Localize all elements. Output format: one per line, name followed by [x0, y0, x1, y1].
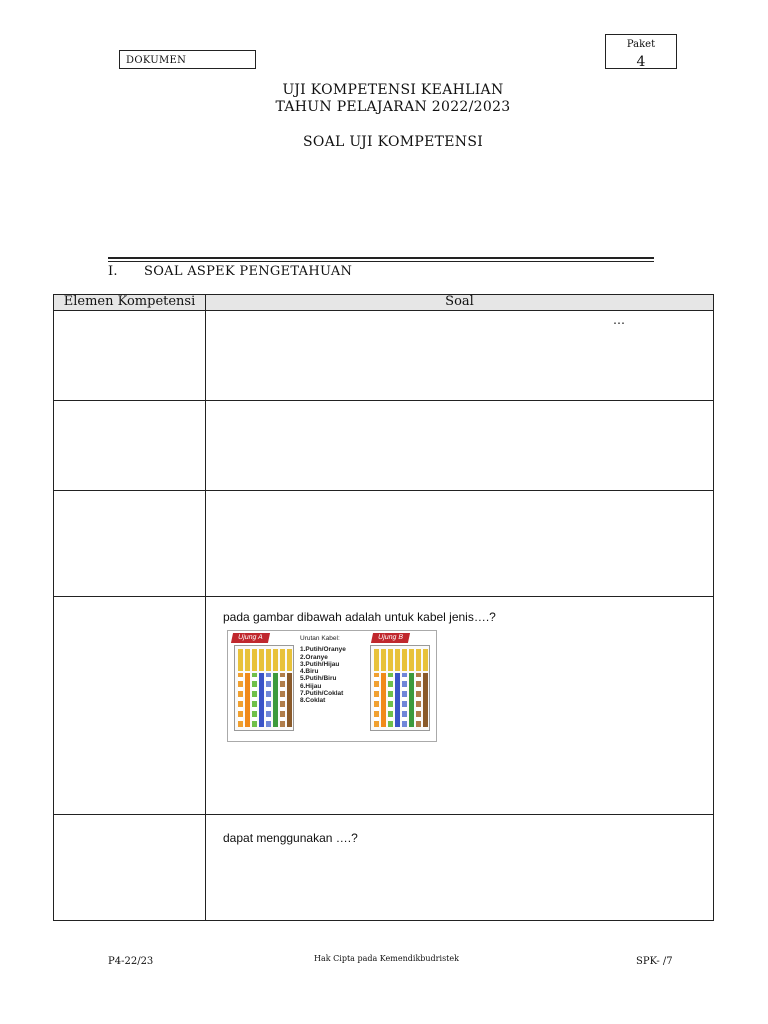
- pin-contact: [238, 649, 243, 671]
- wire-stripe: [252, 677, 257, 681]
- wire-stripe: [252, 717, 257, 721]
- wire-strand: [423, 673, 428, 727]
- legend-title: Urutan Kabel:: [300, 635, 340, 642]
- wire-strand: [409, 673, 414, 727]
- pin-contact: [245, 649, 250, 671]
- wire-stripe: [238, 697, 243, 701]
- wire-stripe: [280, 717, 285, 721]
- wire-stripe: [280, 697, 285, 701]
- wire-stripe: [238, 707, 243, 711]
- question-table: [53, 294, 714, 921]
- column-header-soal: Soal: [206, 295, 714, 311]
- legend-item: 4.Biru: [300, 668, 319, 676]
- wire-stripe: [388, 677, 393, 681]
- section-number: I.: [108, 264, 118, 279]
- section-title: SOAL ASPEK PENGETAHUAN: [144, 264, 353, 279]
- table-row: [54, 491, 714, 597]
- tag-ujung-a: Ujung A: [231, 633, 270, 643]
- soal-cell: [206, 491, 714, 597]
- wire-stripe: [266, 717, 271, 721]
- section-heading: [108, 264, 352, 279]
- connector-a-wires: [234, 645, 294, 731]
- column-header-elemen: Elemen Kompetensi: [54, 295, 206, 311]
- wire-stripe: [388, 707, 393, 711]
- soal-cell: [206, 401, 714, 491]
- wire-stripe: [402, 677, 407, 681]
- legend-item: 8.Coklat: [300, 697, 326, 705]
- connector-b-wires: [370, 645, 430, 731]
- pin-contact: [388, 649, 393, 671]
- pin-contact: [273, 649, 278, 671]
- footer-code: P4-22/23: [108, 956, 154, 967]
- paket-label: Paket: [626, 39, 656, 50]
- pin-contact: [381, 649, 386, 671]
- pin-contact: [259, 649, 264, 671]
- footer-page: SPK- /7: [636, 956, 673, 967]
- pin-contact: [416, 649, 421, 671]
- pin-contact: [374, 649, 379, 671]
- wire-strand: [245, 673, 250, 727]
- soal-trailing-ellipsis: …: [613, 313, 625, 327]
- table-row: [54, 815, 714, 921]
- wire-stripe: [252, 697, 257, 701]
- elemen-cell: [54, 401, 206, 491]
- elemen-cell: [54, 491, 206, 597]
- wire-stripe: [416, 687, 421, 691]
- wire-stripe: [238, 717, 243, 721]
- legend-item: 1.Putih/Oranye: [300, 646, 346, 654]
- question-text: dapat menggunakan ….?: [223, 831, 358, 845]
- wire-stripe: [280, 677, 285, 681]
- table-header-row: [54, 295, 714, 311]
- elemen-cell: [54, 815, 206, 921]
- wire-stripe: [280, 687, 285, 691]
- wire-stripe: [402, 697, 407, 701]
- wire-strand: [381, 673, 386, 727]
- wire-stripe: [402, 687, 407, 691]
- wire-strand: [273, 673, 278, 727]
- wire-stripe: [266, 707, 271, 711]
- wire-order-legend: [300, 635, 346, 705]
- elemen-cell: [54, 311, 206, 401]
- pin-contact: [266, 649, 271, 671]
- pin-contact: [402, 649, 407, 671]
- wire-strand: [395, 673, 400, 727]
- wire-stripe: [238, 677, 243, 681]
- wire-stripe: [416, 707, 421, 711]
- legend-item: 2.Oranye: [300, 653, 328, 661]
- wire-stripe: [416, 677, 421, 681]
- wire-stripe: [388, 717, 393, 721]
- legend-item: 6.Hijau: [300, 682, 322, 690]
- wire-stripe: [374, 697, 379, 701]
- pin-contact: [395, 649, 400, 671]
- table-row: [54, 401, 714, 491]
- paket-box: [605, 34, 677, 69]
- legend-item: 5.Putih/Biru: [300, 675, 337, 683]
- title-line-1: UJI KOMPETENSI KEAHLIAN: [282, 82, 504, 98]
- soal-cell: [206, 311, 714, 401]
- wire-stripe: [402, 717, 407, 721]
- wire-stripe: [388, 687, 393, 691]
- soal-cell: [206, 815, 714, 921]
- table-row: [54, 597, 714, 815]
- header-rule: [108, 257, 654, 259]
- tag-ujung-b: Ujung B: [371, 633, 410, 643]
- wire-stripe: [416, 697, 421, 701]
- wire-stripe: [374, 717, 379, 721]
- wire-stripe: [238, 687, 243, 691]
- footer-copyright: Hak Cipta pada Kemendikbudristek: [314, 954, 459, 963]
- subtitle: SOAL UJI KOMPETENSI: [302, 134, 484, 150]
- dokumen-box: [119, 50, 256, 69]
- wire-stripe: [266, 697, 271, 701]
- wire-stripe: [402, 707, 407, 711]
- wire-strand: [287, 673, 292, 727]
- title-line-2: TAHUN PELAJARAN 2022/2023: [275, 99, 511, 115]
- wire-stripe: [416, 717, 421, 721]
- wire-stripe: [280, 707, 285, 711]
- wire-stripe: [374, 707, 379, 711]
- wire-stripe: [374, 677, 379, 681]
- wire-stripe: [266, 677, 271, 681]
- table-row: [54, 311, 714, 401]
- legend-item: 3.Putih/Hijau: [300, 660, 340, 668]
- question-text: pada gambar dibawah adalah untuk kabel jenis….?: [223, 610, 496, 624]
- pin-contact: [287, 649, 292, 671]
- pin-contact: [409, 649, 414, 671]
- wire-stripe: [388, 697, 393, 701]
- pin-contact: [423, 649, 428, 671]
- legend-item: 7.Putih/Coklat: [300, 690, 344, 698]
- dokumen-label: DOKUMEN: [126, 55, 187, 66]
- paket-number: 4: [636, 54, 646, 70]
- elemen-cell: [54, 597, 206, 815]
- cable-wiring-figure: [227, 630, 437, 742]
- wire-stripe: [266, 687, 271, 691]
- wire-stripe: [252, 687, 257, 691]
- header-rule-thin: [108, 261, 654, 262]
- pin-contact: [280, 649, 285, 671]
- wire-strand: [259, 673, 264, 727]
- pin-contact: [252, 649, 257, 671]
- wire-stripe: [252, 707, 257, 711]
- soal-cell: [206, 597, 714, 815]
- wire-stripe: [374, 687, 379, 691]
